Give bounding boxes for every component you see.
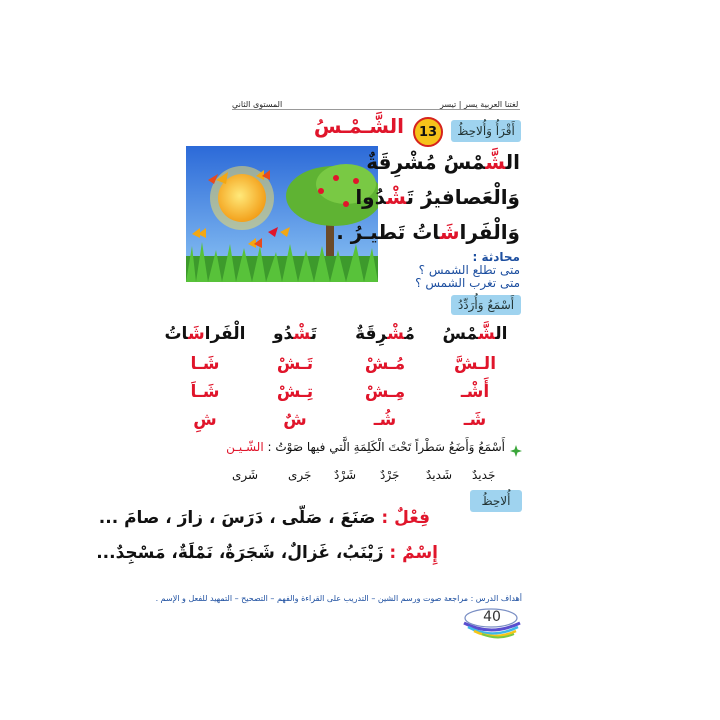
syllable-2-4: شَـاَ <box>190 382 220 402</box>
star-bullet-icon <box>510 442 522 454</box>
word-shams: الشَّمْسُ <box>442 324 508 344</box>
choice-word-5[interactable]: جَرى <box>288 468 312 482</box>
noun-line: إِسْمٌ : زَيْنَبُ، غَزالٌ، شَجَرَةٌ، نَمْلَةٌ، مَسْجِدٌ... <box>96 543 438 563</box>
header-divider <box>232 109 520 110</box>
syllable-1-3: تَـشْ <box>276 354 314 374</box>
word-farashat: الْفَراشَاتُ <box>164 324 246 344</box>
syllable-3-4: شِ <box>193 410 217 430</box>
verb-line: فِعْلٌ : صَنَعَ ، صَلّى ، دَرَسَ ، زارَ ، صامَ ... <box>98 508 430 528</box>
word-mushriqa: مُشْرِقَةٌ <box>355 324 415 344</box>
syllable-3-3: شٌ <box>283 410 307 430</box>
syllable-1-2: مُـشْ <box>364 354 406 374</box>
conversation-label: محادثة : <box>472 250 520 264</box>
read-observe-tag: أَقْرَأُ وَأُلاحِظُ <box>451 120 521 142</box>
book-title: لغتنا العربية يسر | تيسر <box>440 100 519 109</box>
lesson-title: الشَّـمْـسُ <box>313 114 404 138</box>
choice-word-6[interactable]: شَرى <box>232 468 259 482</box>
sun-illustration <box>186 146 378 282</box>
syllable-1-1: الـشَّ <box>453 354 497 374</box>
poem-line-2: وَالْعَصافيرُ تَشْدُوا <box>355 185 520 209</box>
poem-line-1: الشَّمْسُ مُشْرِقَةٌ <box>366 150 520 174</box>
conversation-q2: متى تغرب الشمس ؟ <box>415 276 520 290</box>
poem-line-3: وَالْفَراشَاتُ تَطيـرُ . <box>336 220 520 244</box>
choice-word-4[interactable]: شَرْدٌ <box>334 468 357 482</box>
syllable-2-1: أَشْـ <box>460 382 490 402</box>
choice-word-1[interactable]: جَديدٌ <box>472 468 496 482</box>
observe-tag: أُلاحِظُ <box>470 490 522 512</box>
exercise-instruction: أَسْمَعُ وَأَضَعُ سَطْراً تَحْتَ الْكَلِمَةِ الَّتي فيها صَوْتُ : الشّـيـن <box>226 440 505 454</box>
word-tashdu: تَشْدُو <box>272 324 318 344</box>
conversation-q1: متى تطلع الشمس ؟ <box>418 263 520 277</box>
listen-repeat-tag: أَسْمَعُ وَأُرَدِّدُ <box>451 295 521 315</box>
lesson-objectives: أهداف الدرس : مراجعة صوت ورسم الشين – التدريب على القراءة والفهم – التصحيح – التمهيد للفعل و الإسم . <box>155 594 522 603</box>
syllable-1-4: شَـا <box>190 354 220 374</box>
page-number: 40 <box>483 609 501 625</box>
syllable-3-1: شَـ <box>463 410 487 430</box>
syllable-2-3: تِـشْ <box>276 382 314 402</box>
lesson-number-badge: 13 <box>413 117 443 147</box>
syllable-3-2: شُـ <box>373 410 397 430</box>
choice-word-2[interactable]: شَديدٌ <box>426 468 452 482</box>
syllable-2-2: مِـشْ <box>364 382 406 402</box>
choice-word-3[interactable]: جَرْدٌ <box>380 468 400 482</box>
level-label: المستوى الثاني <box>232 100 283 109</box>
